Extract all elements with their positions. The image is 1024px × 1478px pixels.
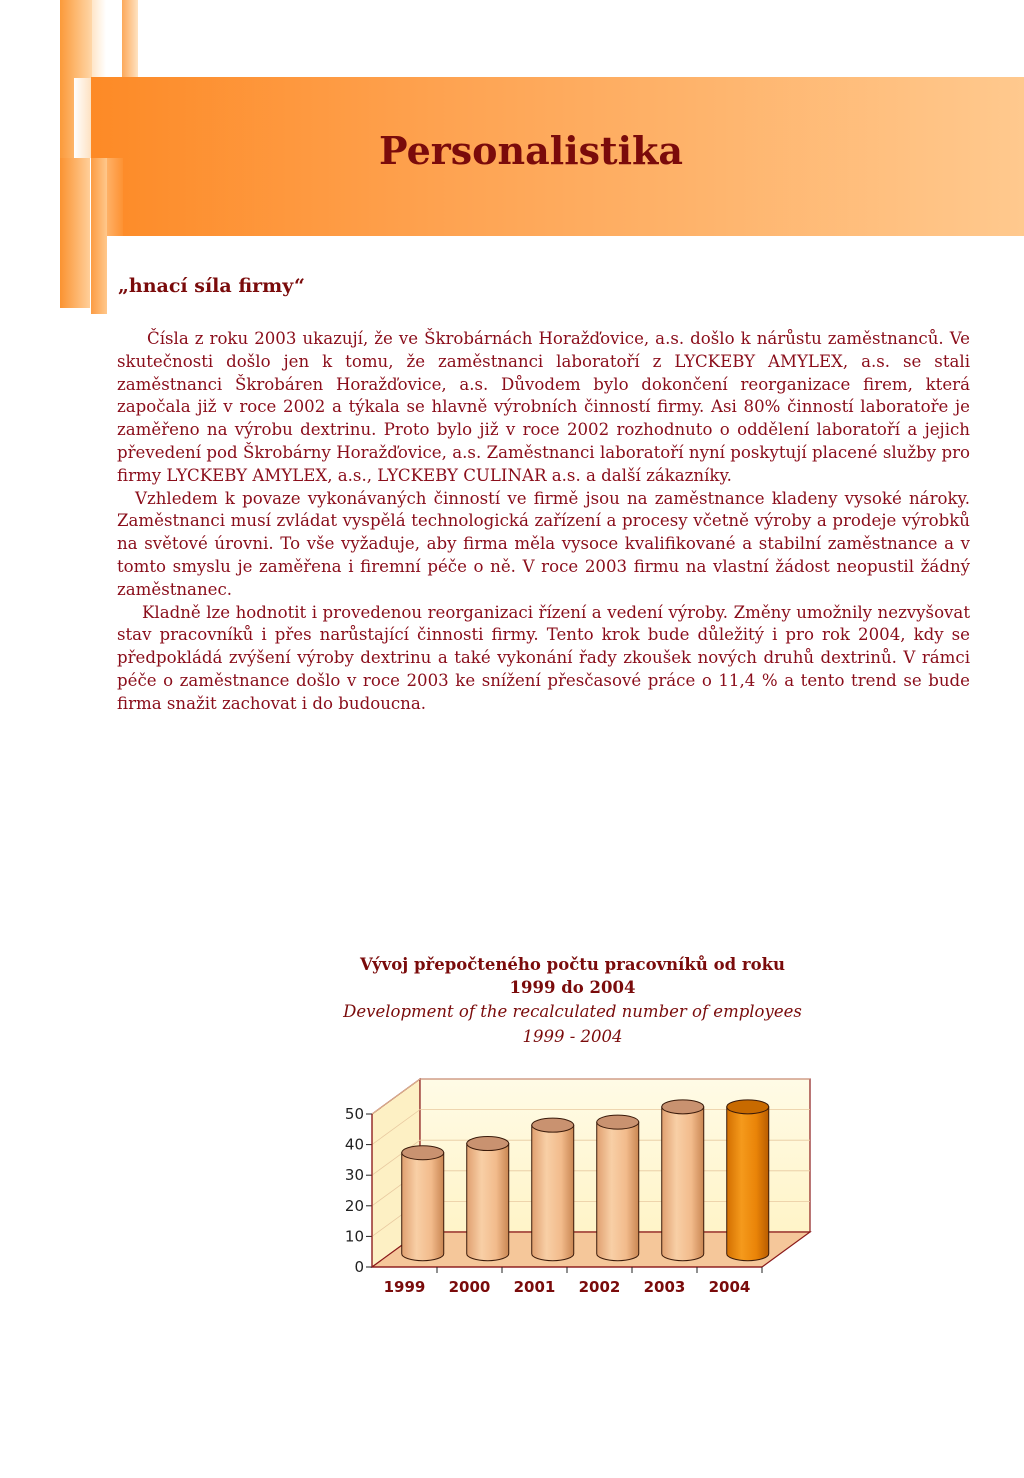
- body-text: [117, 328, 970, 716]
- y-tick-label: 30: [344, 1166, 364, 1185]
- chart-subtitle-line: Development of the recalculated number of employees: [343, 1002, 802, 1021]
- bar-2004: [727, 1100, 769, 1261]
- paragraph: Čísla z roku 2003 ukazují, že ve Škrobárnách Horažďovice, a.s. došlo k nárůstu zaměstnanců. Ve skutečnosti došlo jen k tomu, že zaměstnanci laboratoří z LYCKEBY AMYLEX, a.s. se stali zaměstnanci Škrobáren Horažďovice, a.s. Důvodem bylo dokončení reorganizace firem, která započala již v roce 2002 a týkala se hlavně výrobních činností firmy. Asi 80% činností laboratoře je zaměřeno na výrobu dextrinu. Proto bylo již v roce 2002 rozhodnuto o oddělení laboratoří a jejich převedení pod Škrobárny Horažďovice, a.s. Zaměstnanci laboratoří nyní poskytují placené služby pro firmy LYCKEBY AMYLEX, a.s., LYCKEBY CULINAR a.s. a další zákazníky.: [117, 329, 970, 485]
- decor-bar: [92, 0, 106, 78]
- bar-2000: [467, 1137, 509, 1261]
- bar-body: [532, 1125, 574, 1261]
- x-tick-label: 1999: [383, 1278, 426, 1296]
- bar-2001: [532, 1118, 574, 1261]
- x-tick-label: 2004: [708, 1278, 751, 1296]
- bar-body: [597, 1122, 639, 1261]
- bar-2002: [597, 1115, 639, 1261]
- y-tick-label: 20: [344, 1196, 364, 1215]
- x-tick-label: 2002: [578, 1278, 621, 1296]
- bar-top: [662, 1100, 704, 1114]
- chart-title-line: 1999 do 2004: [509, 978, 636, 997]
- bar-1999: [402, 1146, 444, 1261]
- x-tick-label: 2003: [643, 1278, 686, 1296]
- chart-title-line: Vývoj přepočteného počtu pracovníků od roku: [359, 955, 786, 974]
- decor-bar: [91, 158, 107, 314]
- bar-top: [467, 1137, 509, 1151]
- chart-subtitle-line: 1999 - 2004: [522, 1027, 623, 1046]
- section-subtitle: „hnací síla firmy“: [118, 275, 305, 297]
- bar-top: [402, 1146, 444, 1160]
- bar-body: [662, 1107, 704, 1261]
- bar-body: [727, 1107, 769, 1261]
- paragraph: Kladně lze hodnotit i provedenou reorganizaci řízení a vedení výroby. Změny umožnily nezvyšovat stav pracovníků i přes narůstající činnosti firmy. Tento krok bude důležitý i pro rok 2004, kdy se předpokládá zvýšení výroby dextrinu a také vykonání řady zkoušek nových druhů dextrinů. V rámci péče o zaměstnance došlo v roce 2003 ke snížení přesčasové práce o 11,4 % a tento trend se bude firma snažit zachovat i do budoucna.: [117, 602, 970, 713]
- paragraph: Vzhledem k povaze vykonávaných činností ve firmě jsou na zaměstnance kladeny vysoké nároky. Zaměstnanci musí zvládat vyspělá technologická zařízení a procesy včetně výroby a prodeje výrobků na světové úrovni. To vše vyžaduje, aby firma měla vysoce kvalifikované a stabilní zaměstnance a v tomto smyslu je zaměřena i firemní péče o ně. V roce 2003 firmu na vlastní žádost neopustil žádný zaměstnanec.: [117, 488, 970, 599]
- decor-bar: [60, 158, 90, 308]
- bar-2003: [662, 1100, 704, 1261]
- bar-top: [532, 1118, 574, 1132]
- x-tick-label: 2000: [448, 1278, 491, 1296]
- bar-top: [727, 1100, 769, 1114]
- y-tick-label: 0: [354, 1258, 364, 1276]
- bar-top: [597, 1115, 639, 1129]
- y-tick-label: 50: [344, 1105, 364, 1123]
- bar-body: [402, 1153, 444, 1261]
- employee-bar-chart: [330, 1065, 830, 1310]
- x-tick-label: 2001: [513, 1278, 556, 1296]
- page-title: Personalistika: [379, 128, 683, 173]
- chart-subtitle: [300, 999, 845, 1049]
- chart-title: [300, 953, 845, 999]
- bar-body: [467, 1144, 509, 1261]
- decor-bar: [74, 78, 92, 158]
- decor-bar: [122, 0, 138, 78]
- y-tick-label: 40: [344, 1135, 364, 1154]
- y-tick-label: 10: [344, 1227, 364, 1246]
